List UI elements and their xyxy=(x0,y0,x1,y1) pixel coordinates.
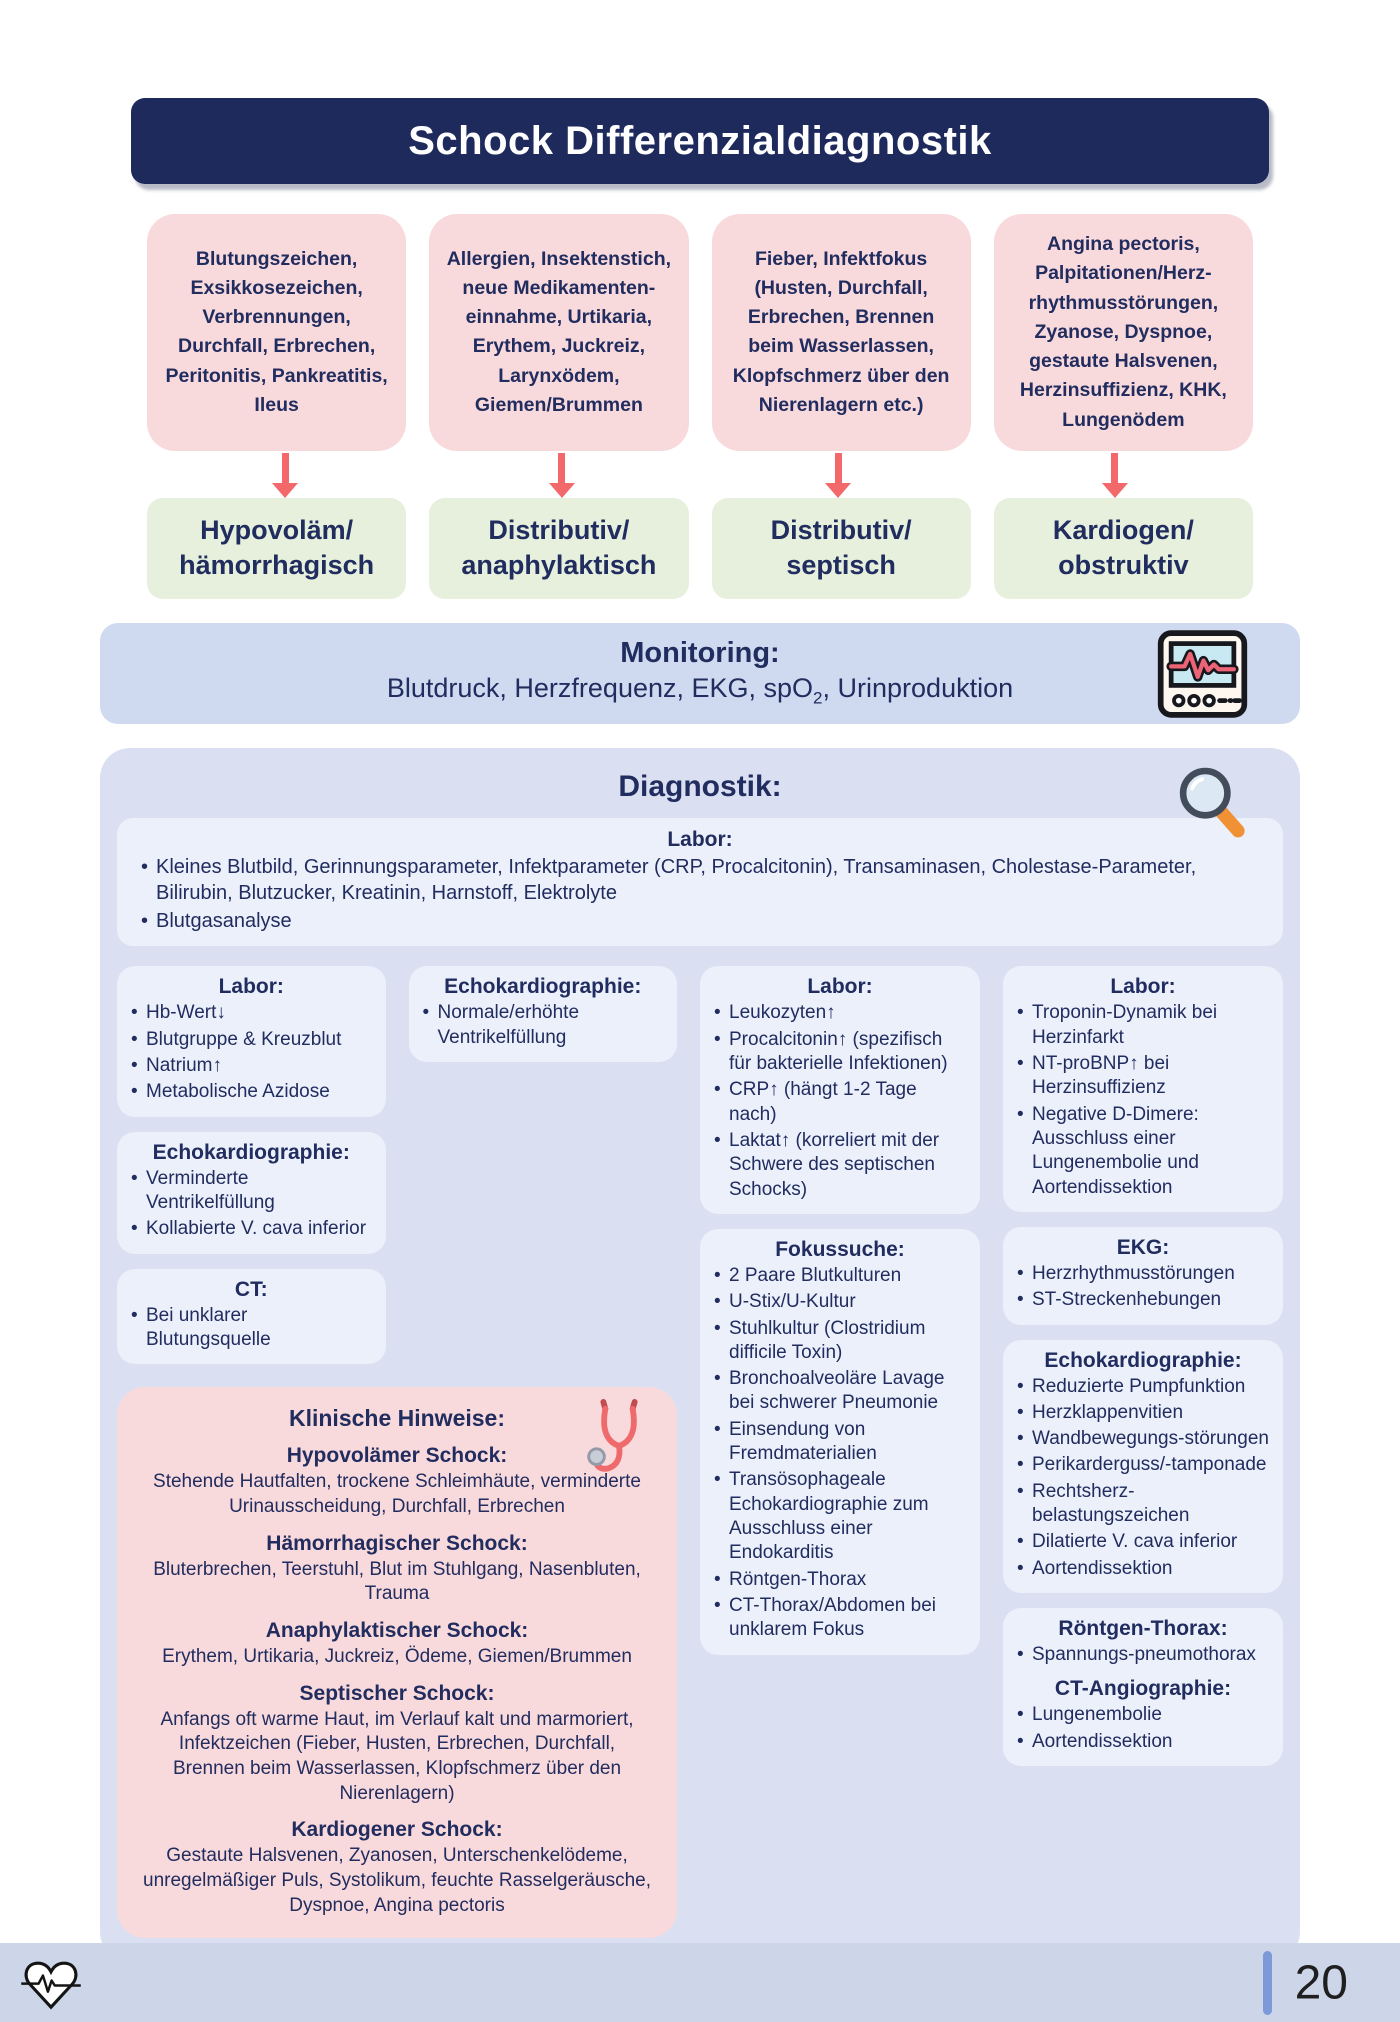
echo-box-hypovolemic: Echokardiographie: • Verminderte Ventrikelfüllung • Kollabierte V. cava inferior xyxy=(117,1132,386,1254)
clinical-section-text: Erythem, Urtikaria, Juckreiz, Ödeme, Giemen/Brummen xyxy=(162,1645,632,1667)
list-item: • Bronchoalveoläre Lavage bei schwerer Pneumonie xyxy=(712,1367,968,1416)
cause-card-septic xyxy=(712,214,971,451)
clinical-section-text: Gestaute Halsvenen, Zyanosen, Unterschenkelödeme, unregelmäßiger Puls, Systolikum, feuchte Rasselgeräusche, Dyspnoe, Angina pectoris xyxy=(143,1845,651,1916)
clinical-section-text: Bluterbrechen, Teerstuhl, Blut im Stuhlgang, Nasenbluten, Trauma xyxy=(153,1558,641,1605)
down-arrow-icon xyxy=(282,453,289,483)
list-item: • Negative D-Dimere: Ausschluss einer Lungenembolie und Aortendissektion xyxy=(1015,1103,1271,1200)
down-arrow-icon xyxy=(558,453,565,483)
list-item: • Blutgasanalyse xyxy=(139,908,1261,934)
clinical-section-heading: Septischer Schock: xyxy=(299,1681,495,1705)
arrows-row xyxy=(147,453,1253,498)
column-septic xyxy=(700,966,980,1669)
shock-type-anaphylactic: Distributiv/ anaphylaktisch xyxy=(429,498,688,599)
list-item: • Spannungs-pneumothorax xyxy=(1015,1643,1271,1667)
monitoring-heading: Monitoring: xyxy=(620,637,780,669)
clinical-section-heading: Hämorrhagischer Schock: xyxy=(266,1531,528,1555)
list-item: • Wandbewegungs-störungen xyxy=(1015,1427,1271,1451)
clinical-heading: Klinische Hinweise: xyxy=(288,1405,505,1432)
column-anaphylactic xyxy=(409,966,678,1379)
list-item: • Herzklappenvitien xyxy=(1015,1401,1271,1425)
monitoring-line: Blutdruck, Herzfrequenz, EKG, spO$_2$, Urinproduktion xyxy=(386,673,1014,708)
roentgen-ct-box: Röntgen-Thorax: • Spannungs-pneumothorax CT-Angiographie: • Lungenembolie • Aortendissektion xyxy=(1003,1608,1283,1766)
list-item: • Einsendung von Fremdmaterialien xyxy=(712,1418,968,1467)
cause-card-hypovolemic xyxy=(147,214,406,451)
list-item: • Stuhlkultur (Clostridium difficile Toxin) xyxy=(712,1317,968,1366)
page-title: Schock Differenzialdiagnostik xyxy=(408,118,992,163)
diagnostik-columns xyxy=(117,966,1283,1938)
list-item: • Röntgen-Thorax xyxy=(712,1568,968,1592)
cause-card-anaphylactic xyxy=(429,214,688,451)
list-item: • Kollabierte V. cava inferior xyxy=(129,1217,374,1241)
list-item: • Laktat↑ (korreliert mit der Schwere des septischen Schocks) xyxy=(712,1129,968,1202)
list-item: • Bei unklarer Blutungsquelle xyxy=(129,1304,374,1353)
clinical-section-heading: Hypovolämer Schock: xyxy=(286,1444,508,1468)
ct-box-hypovolemic: CT: • Bei unklarer Blutungsquelle xyxy=(117,1269,386,1365)
list-item: • Normale/erhöhte Ventrikelfüllung xyxy=(421,1001,666,1050)
clinical-section-text: Stehende Hautfalten, trockene Schleimhäute, verminderte Urinausscheidung, Durchfall, Erbrechen xyxy=(153,1471,641,1517)
fokussuche-box: Fokussuche: • 2 Paare Blutkulturen • U-Stix/U-Kultur • Stuhlkultur (Clostridium difficile Toxin) • Bronchoalveoläre Lavage bei schwerer Pneumonie • Einsendung von Fremdmaterialien • Transösophageale Echokardiographie zum Ausschluss einer Endokarditis • Röntgen-Thorax • CT-Thorax/Abdomen bei unklarem Fokus xyxy=(700,1229,980,1655)
diagnostik-heading: Diagnostik: xyxy=(618,770,782,804)
monitoring-bar xyxy=(100,623,1300,724)
diagnostik-panel xyxy=(100,748,1300,1962)
cause-text: Blutungszeichen, Exsikkosezeichen, Verbrennungen, Durchfall, Erbrechen, Peritonitis, Pankreatitis, Ileus xyxy=(165,247,388,416)
shock-type-septic: Distributiv/ septisch xyxy=(712,498,971,599)
list-item: • Rechtsherz-belastungszeichen xyxy=(1015,1480,1271,1529)
clinical-section-heading: Anaphylaktischer Schock: xyxy=(265,1618,529,1642)
heart-ecg-logo xyxy=(20,1955,82,2011)
list-item: • Natrium↑ xyxy=(129,1054,374,1078)
list-item: • Transösophageale Echokardiographie zum Ausschluss einer Endokarditis xyxy=(712,1468,968,1565)
page-number: 20 xyxy=(1294,1956,1348,2009)
labor-box-cardiogenic: Labor: • Troponin-Dynamik bei Herzinfarkt • NT-proBNP↑ bei Herzinsuffizienz • Negative D-Dimere: Ausschluss einer Lungenembolie und Aortendissektion xyxy=(1003,966,1283,1212)
cause-text: Fieber, Infektfokus (Husten, Durchfall, Erbrechen, Brennen beim Wasserlassen, Klopfschmerz über den Nierenlagern etc.) xyxy=(732,247,950,416)
list-item: • ST-Streckenhebungen xyxy=(1015,1288,1271,1312)
list-item: • Herzrhythmusstörungen xyxy=(1015,1262,1271,1286)
list-item: • Hb-Wert↓ xyxy=(129,1001,374,1025)
labor-box-septic: Labor: • Leukozyten↑ • Procalcitonin↑ (spezifisch für bakterielle Infektionen) • CRP↑ (hängt 1-2 Tage nach) • Laktat↑ (korreliert mit der Schwere des septischen Schocks) xyxy=(700,966,980,1214)
left-column-group xyxy=(117,966,677,1938)
list-item: • Procalcitonin↑ (spezifisch für bakterielle Infektionen) xyxy=(712,1028,968,1077)
list-item: • Kleines Blutbild, Gerinnungsparameter, Infektparameter (CRP, Procalcitonin), Transaminasen, Cholestase-Parameter, Bilirubin, Blutzucker, Kreatinin, Harnstoff, Elektrolyte xyxy=(139,854,1261,906)
shock-type-cardiogenic: Kardiogen/ obstruktiv xyxy=(994,498,1253,599)
ekg-box: EKG: • Herzrhythmusstörungen • ST-Streckenhebungen xyxy=(1003,1227,1283,1325)
labor-overview-list xyxy=(139,854,1261,934)
list-item: • Aortendissektion xyxy=(1015,1557,1271,1581)
page-number-accent xyxy=(1263,1951,1272,2015)
list-item: • Lungenembolie xyxy=(1015,1703,1271,1727)
title-bar xyxy=(131,98,1269,184)
clinical-section-heading: Kardiogener Schock: xyxy=(291,1818,503,1842)
clinical-hints-box xyxy=(117,1387,677,1938)
labor-overview-box xyxy=(117,818,1283,946)
list-item: • Blutgruppe & Kreuzblut xyxy=(129,1028,374,1052)
list-item: • 2 Paare Blutkulturen xyxy=(712,1264,968,1288)
labor-box-hypovolemic: Labor: • Hb-Wert↓ • Blutgruppe & Kreuzblut • Natrium↑ • Metabolische Azidose xyxy=(117,966,386,1116)
box-heading: Labor: xyxy=(667,828,733,852)
down-arrow-icon xyxy=(835,453,842,483)
list-item: • Reduzierte Pumpfunktion xyxy=(1015,1375,1271,1399)
list-item: • Aortendissektion xyxy=(1015,1730,1271,1754)
cause-card-cardiogenic xyxy=(994,214,1253,451)
list-item: • U-Stix/U-Kultur xyxy=(712,1290,968,1314)
list-item: • Perikarderguss/-tamponade xyxy=(1015,1453,1271,1477)
list-item: • Metabolische Azidose xyxy=(129,1080,374,1104)
list-item: • Dilatierte V. cava inferior xyxy=(1015,1530,1271,1554)
shock-types-row xyxy=(147,498,1253,599)
causes-row xyxy=(147,214,1253,451)
down-arrow-icon xyxy=(1111,453,1118,483)
column-cardiogenic xyxy=(1003,966,1283,1781)
list-item: • Troponin-Dynamik bei Herzinfarkt xyxy=(1015,1001,1271,1050)
list-item: • NT-proBNP↑ bei Herzinsuffizienz xyxy=(1015,1052,1271,1101)
column-hypovolemic xyxy=(117,966,386,1379)
list-item: • CT-Thorax/Abdomen bei unklarem Fokus xyxy=(712,1594,968,1643)
shock-type-hypovolemic: Hypovoläm/ hämorrhagisch xyxy=(147,498,406,599)
list-item: • Verminderte Ventrikelfüllung xyxy=(129,1167,374,1216)
list-item: • Leukozyten↑ xyxy=(712,1001,968,1025)
clinical-section-text: Anfangs oft warme Haut, im Verlauf kalt und marmoriert, Infektzeichen (Fieber, Husten, Erbrechen, Durchfall, Brennen beim Wasserlassen, Klopfschmerz über den Nierenlagern) xyxy=(160,1708,634,1804)
cause-text: Allergien, Insektenstich, neue Medikamenten-einnahme, Urtikaria, Erythem, Juckreiz, Larynxödem, Giemen/Brummen xyxy=(446,247,672,416)
magnifier-icon xyxy=(1170,762,1252,844)
cause-text: Angina pectoris, Palpitationen/Herz-rhythmusstörungen, Zyanose, Dyspnoe, gestaute Halsvenen, Herzinsuffizienz, KHK, Lungenödem xyxy=(1019,233,1227,431)
ecg-monitor-icon xyxy=(1155,628,1250,720)
echo-box-anaphylactic: Echokardiographie: • Normale/erhöhte Ventrikelfüllung xyxy=(409,966,678,1062)
stethoscope-icon xyxy=(587,1399,651,1485)
footer-bar xyxy=(0,1943,1400,2022)
list-item: • CRP↑ (hängt 1-2 Tage nach) xyxy=(712,1078,968,1127)
echo-box-cardiogenic: Echokardiographie: • Reduzierte Pumpfunktion • Herzklappenvitien • Wandbewegungs-störungen • Perikarderguss/-tamponade • Rechtsherz-belastungszeichen • Dilatierte V. cava inferior • Aortendissektion xyxy=(1003,1340,1283,1594)
